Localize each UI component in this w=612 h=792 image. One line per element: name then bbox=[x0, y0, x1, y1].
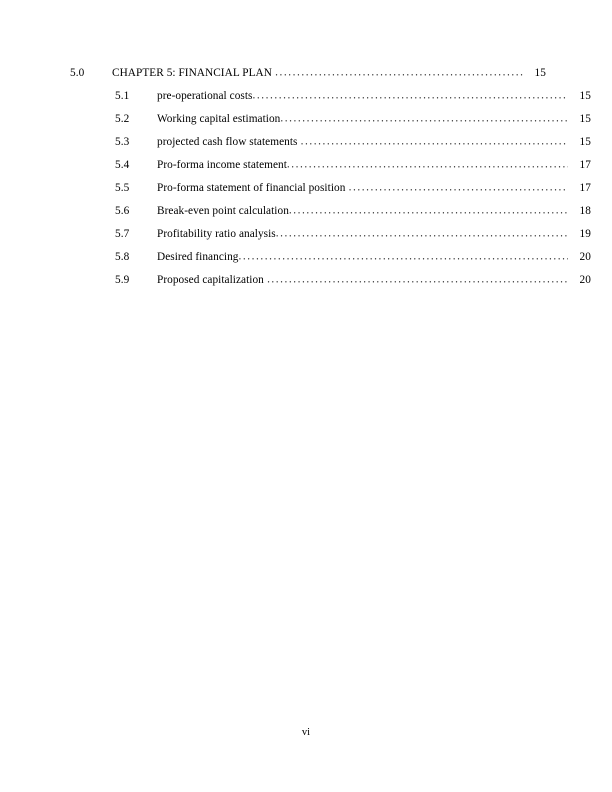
toc-entry-page-number: 15 bbox=[579, 113, 591, 125]
toc-dot-leader bbox=[349, 177, 568, 200]
toc-entry[interactable] bbox=[70, 246, 591, 269]
toc-dot-leader bbox=[289, 200, 568, 223]
toc-entry-page-number: 20 bbox=[579, 274, 591, 286]
toc-entry-number: 5.0 bbox=[70, 67, 85, 79]
toc-entry-page-number: 17 bbox=[579, 159, 591, 171]
toc-entry-page-number: 15 bbox=[579, 90, 591, 102]
toc-entry[interactable] bbox=[70, 131, 591, 154]
page-folio: vi bbox=[301, 727, 311, 738]
toc-entry-title: Pro-forma income statement bbox=[157, 159, 287, 171]
toc-entry-number: 5.1 bbox=[115, 90, 130, 102]
toc-entry-title: Working capital estimation bbox=[157, 113, 281, 125]
table-of-contents bbox=[70, 62, 591, 292]
toc-dot-leader bbox=[276, 223, 568, 246]
toc-entry-page-number: 20 bbox=[579, 251, 591, 263]
toc-dot-leader bbox=[267, 269, 568, 292]
toc-entry-title: Profitability ratio analysis bbox=[157, 228, 276, 240]
toc-dot-leader bbox=[238, 246, 568, 269]
toc-entry[interactable] bbox=[70, 108, 591, 131]
toc-entry-title: CHAPTER 5: FINANCIAL PLAN bbox=[112, 67, 272, 79]
toc-entry-page-number: 15 bbox=[579, 136, 591, 148]
toc-entry-title: projected cash flow statements bbox=[157, 136, 298, 148]
toc-entry-title: Pro-forma statement of financial position bbox=[157, 182, 346, 194]
toc-dot-leader bbox=[287, 154, 568, 177]
toc-entry-title: pre-operational costs bbox=[157, 90, 253, 102]
toc-entry[interactable] bbox=[70, 154, 591, 177]
toc-dot-leader bbox=[301, 131, 568, 154]
toc-entry[interactable] bbox=[70, 85, 591, 108]
toc-entry-number: 5.4 bbox=[115, 159, 130, 171]
toc-entry-page-number: 18 bbox=[579, 205, 591, 217]
toc-entry-title: Desired financing bbox=[157, 251, 239, 263]
toc-entry-title: Break-even point calculation bbox=[157, 205, 289, 217]
toc-entry-number: 5.8 bbox=[115, 251, 130, 263]
toc-entry-page-number: 19 bbox=[579, 228, 591, 240]
toc-entry[interactable] bbox=[70, 223, 591, 246]
toc-entry[interactable] bbox=[70, 200, 591, 223]
toc-entry-title: Proposed capitalization bbox=[157, 274, 264, 286]
toc-dot-leader bbox=[280, 108, 568, 131]
toc-entry[interactable] bbox=[70, 177, 591, 200]
toc-entry-number: 5.3 bbox=[115, 136, 130, 148]
toc-entry-page-number: 15 bbox=[534, 67, 546, 79]
toc-entry[interactable] bbox=[70, 62, 546, 85]
toc-entry-number: 5.6 bbox=[115, 205, 130, 217]
toc-dot-leader bbox=[275, 62, 523, 85]
toc-entry-page-number: 17 bbox=[579, 182, 591, 194]
toc-entry-number: 5.7 bbox=[115, 228, 130, 240]
toc-entry-number: 5.5 bbox=[115, 182, 130, 194]
toc-entry-number: 5.2 bbox=[115, 113, 130, 125]
toc-dot-leader bbox=[252, 85, 568, 108]
toc-entry-number: 5.9 bbox=[115, 274, 130, 286]
toc-entry[interactable] bbox=[70, 269, 591, 292]
